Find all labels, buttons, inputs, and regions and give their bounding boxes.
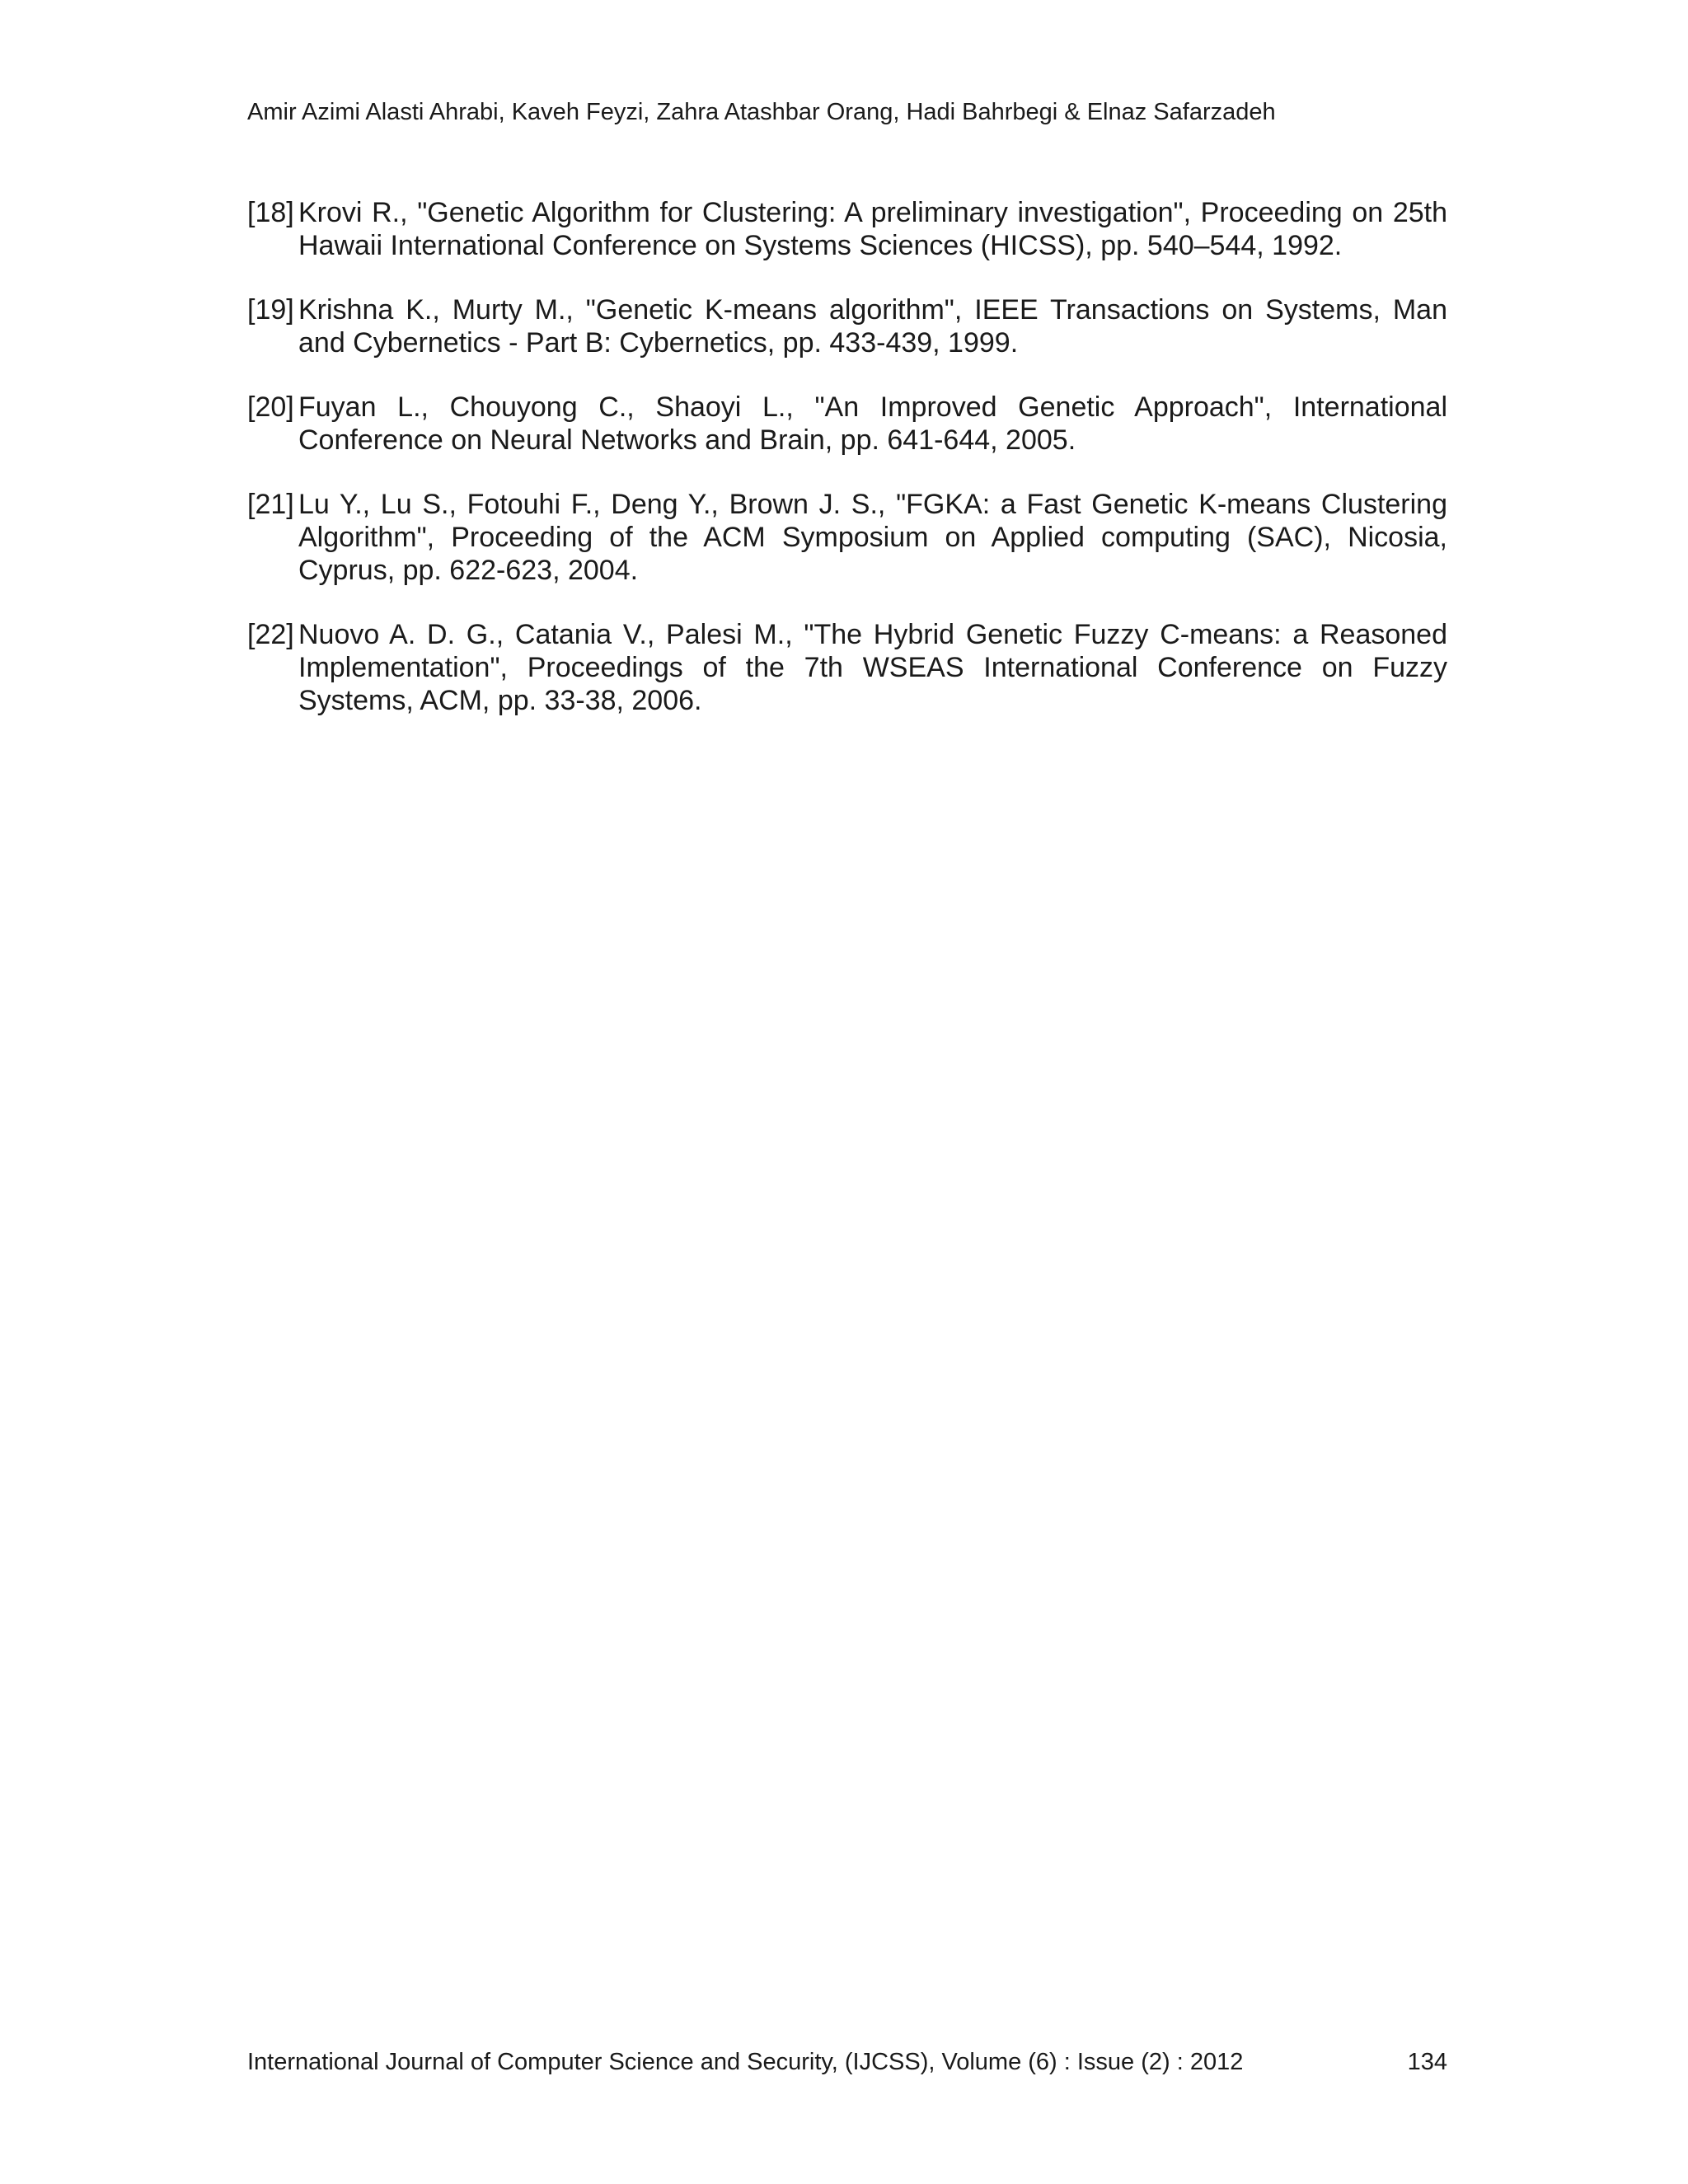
reference-number: [20] — [247, 391, 294, 423]
reference-item — [247, 196, 1447, 262]
footer-journal-citation: International Journal of Computer Science and Security, (IJCSS), Volume (6) : Issue (2) : 2012 — [247, 2049, 1244, 2075]
reference-number: [22] — [247, 619, 294, 650]
page-header-authors: Amir Azimi Alasti Ahrabi, Kaveh Feyzi, Zahra Atashbar Orang, Hadi Bahrbegi & Elnaz Safarzadeh — [247, 99, 1276, 125]
reference-text: Lu Y., Lu S., Fotouhi F., Deng Y., Brown J. S., "FGKA: a Fast Genetic K-means Clustering Algorithm", Proceeding of the ACM Symposium on Applied computing (SAC), Nicosia, Cyprus, pp. 622-623, 2004. — [298, 489, 1447, 586]
reference-text: Krovi R., "Genetic Algorithm for Clustering: A preliminary investigation", Proceeding on 25th Hawaii International Conference on Systems Sciences (HICSS), pp. 540–544, 1992. — [298, 197, 1447, 261]
reference-number: [18] — [247, 197, 294, 228]
reference-number: [19] — [247, 294, 294, 326]
reference-list — [247, 196, 1447, 748]
page-number: 134 — [1407, 2049, 1447, 2075]
reference-text: Krishna K., Murty M., "Genetic K-means algorithm", IEEE Transactions on Systems, Man and Cybernetics - Part B: Cybernetics, pp. 433-439, 1999. — [298, 294, 1447, 359]
reference-item — [247, 488, 1447, 587]
reference-item — [247, 618, 1447, 717]
reference-item — [247, 293, 1447, 359]
reference-number: [21] — [247, 489, 294, 520]
reference-text: Nuovo A. D. G., Catania V., Palesi M., "The Hybrid Genetic Fuzzy C-means: a Reasoned Implementation", Proceedings of the 7th WSEAS International Conference on Fuzzy Systems, ACM, pp. 33-38, 2006. — [298, 619, 1447, 716]
reference-item — [247, 391, 1447, 457]
reference-text: Fuyan L., Chouyong C., Shaoyi L., "An Improved Genetic Approach", International Conference on Neural Networks and Brain, pp. 641-644, 2005. — [298, 391, 1447, 456]
